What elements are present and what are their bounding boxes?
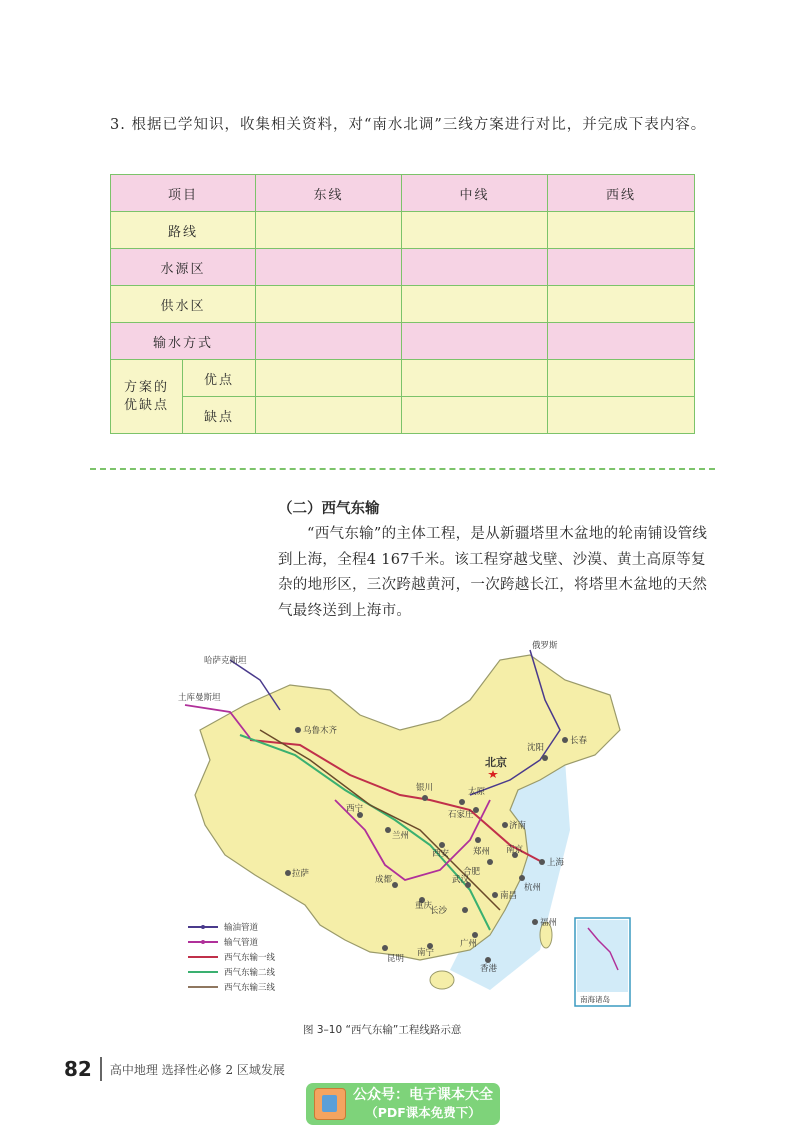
section-paragraph: “西气东输”的主体工程，是从新疆塔里木盆地的轮南铺设管线到上海，全程4 167千米。该工程穿越戈壁、沙漠、黄土高原等复杂的地形区，三次跨越黄河，一次跨越长江，将塔里木盆地的天然气最终送到上海市。 [278, 526, 708, 619]
figure-caption: 图 3–10 “西气东输”工程线路示意 [303, 1024, 462, 1036]
pipeline-map [170, 630, 640, 1015]
city-label: 银川 [416, 783, 434, 793]
city-label: 成都 [375, 875, 393, 885]
table-cell [256, 323, 402, 360]
label-russia: 俄罗斯 [532, 641, 558, 651]
sub-row-label: 缺点 [183, 397, 256, 434]
page-footer [64, 1057, 285, 1081]
table-cell [548, 360, 695, 397]
table-cell [548, 397, 695, 434]
legend-label: 输油管道 [224, 923, 259, 933]
city-label: 重庆 [415, 901, 433, 911]
city-label: 南宁 [417, 948, 435, 958]
city-label: 乌鲁木齐 [303, 726, 338, 736]
merged-label-text: 方案的优缺点 [123, 379, 169, 413]
city-label: 香港 [480, 964, 498, 974]
city-label: 上海 [547, 858, 565, 868]
south-sea-inset [575, 918, 630, 1006]
city-label: 长春 [570, 736, 588, 746]
table-cell [548, 249, 695, 286]
footer-divider [100, 1057, 102, 1081]
inset-label: 南海诸岛 [580, 995, 610, 1004]
map-legend [188, 922, 276, 993]
city-label: 北京 [485, 756, 507, 769]
sub-row-label: 优点 [183, 360, 256, 397]
table-header-cell: 项目 [111, 175, 256, 212]
city-label: 拉萨 [292, 869, 310, 879]
comparison-table [110, 174, 695, 434]
table-cell [256, 397, 402, 434]
china-map-svg [170, 630, 640, 1015]
table-cell [256, 360, 402, 397]
table-header-row [111, 175, 695, 212]
table-row [111, 249, 695, 286]
table-cell [402, 286, 548, 323]
table-cell [402, 397, 548, 434]
table-cell [402, 212, 548, 249]
question-text: 3. 根据已学知识，收集相关资料，对“南水北调”三线方案进行对比，并完成下表内容。 [110, 117, 707, 133]
dashed-divider [90, 468, 715, 470]
legend-label: 西气东输二线 [224, 968, 276, 978]
table-row [111, 360, 695, 397]
city-label: 南京 [506, 845, 524, 855]
city-label: 武汉 [452, 875, 470, 885]
city-label: 合肥 [463, 867, 481, 877]
table-row [111, 397, 695, 434]
table-row [111, 286, 695, 323]
table-header-cell: 东线 [256, 175, 402, 212]
city-label: 昆明 [387, 954, 405, 964]
row-label: 输水方式 [111, 323, 256, 360]
badge-line-1: 公众号：电子课本大全 [353, 1087, 493, 1103]
legend-label: 西气东输三线 [224, 983, 276, 993]
table-cell [548, 286, 695, 323]
city-label: 福州 [540, 918, 558, 928]
table-cell [548, 323, 695, 360]
city-label: 太原 [468, 787, 486, 797]
city-label: 兰州 [392, 831, 410, 841]
city-label: 石家庄 [448, 810, 474, 820]
watermark-badge [306, 1083, 500, 1125]
table-row [111, 212, 695, 249]
badge-line-2: （PDF课本免费下） [365, 1105, 481, 1120]
table-cell [402, 249, 548, 286]
table-cell [256, 286, 402, 323]
city-label: 郑州 [473, 847, 491, 857]
city-label: 西宁 [346, 804, 364, 814]
section-title: （二）西气东输 [278, 501, 380, 517]
legend-label: 西气东输一线 [224, 953, 276, 963]
table-header-cell: 中线 [402, 175, 548, 212]
table-cell [402, 360, 548, 397]
hainan-island [430, 971, 454, 989]
row-label: 水源区 [111, 249, 256, 286]
book-icon [314, 1088, 346, 1120]
row-label: 路线 [111, 212, 256, 249]
table-cell [548, 212, 695, 249]
city-label: 杭州 [524, 883, 542, 893]
city-label: 南昌 [500, 891, 518, 901]
table-header-cell: 西线 [548, 175, 695, 212]
label-turkmenistan: 土库曼斯坦 [178, 693, 221, 703]
row-label: 供水区 [111, 286, 256, 323]
table-row [111, 323, 695, 360]
city-label: 济南 [509, 821, 527, 831]
merged-row-label [111, 360, 183, 434]
table-cell [256, 249, 402, 286]
city-label: 长沙 [430, 906, 448, 916]
book-title: 高中地理 选择性必修 2 区域发展 [109, 1062, 285, 1077]
city-label: 广州 [460, 939, 478, 949]
city-label: 沈阳 [527, 743, 545, 753]
page-number: 82 [64, 1057, 92, 1081]
badge-text [346, 1087, 500, 1121]
label-kazakhstan: 哈萨克斯坦 [204, 656, 247, 666]
table-cell [256, 212, 402, 249]
table-cell [402, 323, 548, 360]
city-label: 西安 [432, 849, 450, 859]
legend-label: 输气管道 [224, 938, 259, 948]
